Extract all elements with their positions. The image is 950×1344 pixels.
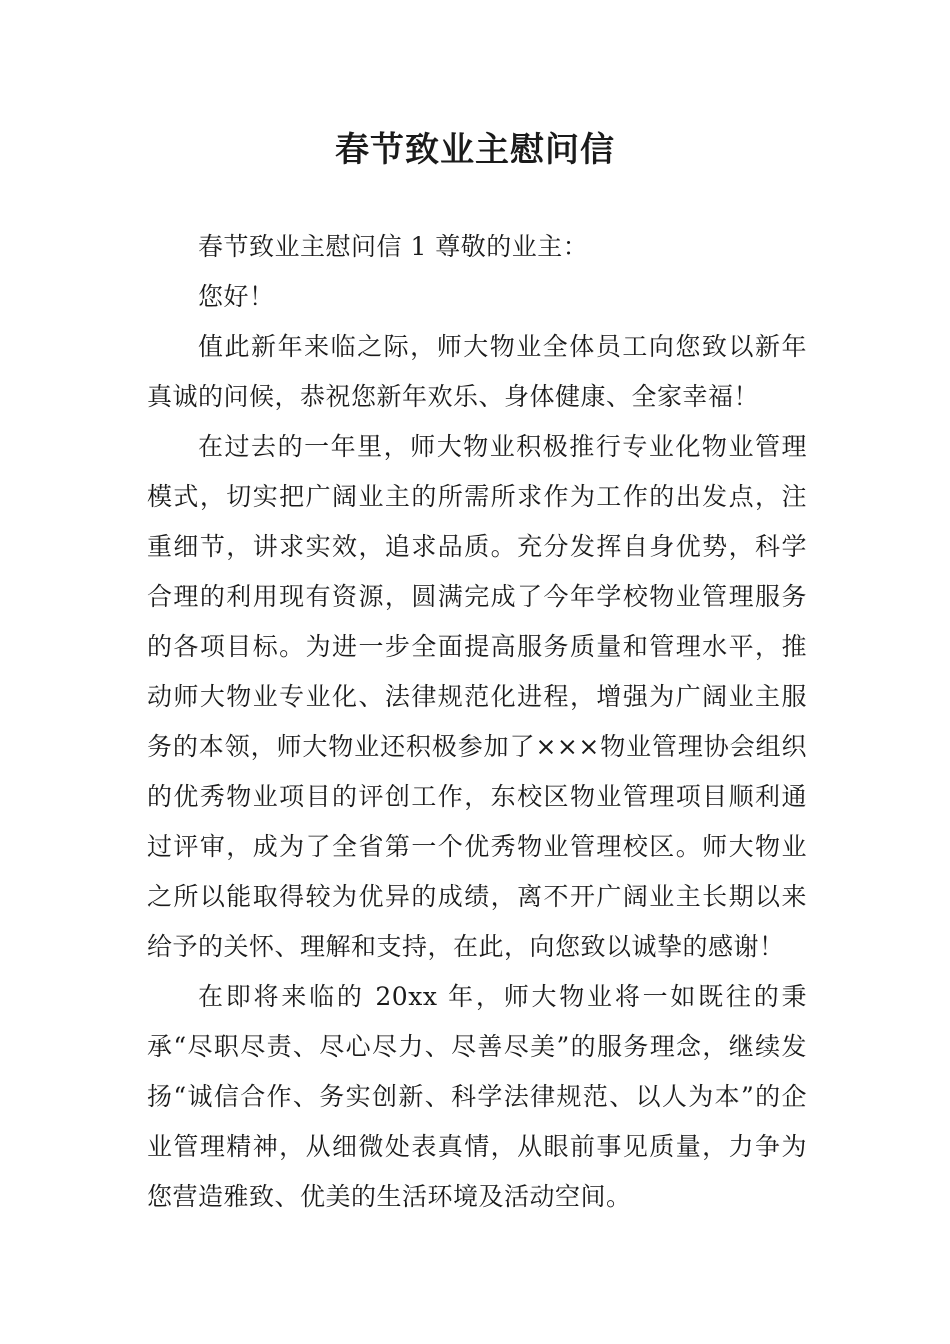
document-body bbox=[147, 222, 807, 1222]
paragraph-past-year-review: 在过去的一年里，师大物业积极推行专业化物业管理模式，切实把广阔业主的所需所求作为工作的出发点，注重细节，讲求实效，追求品质。充分发挥自身优势，科学合理的利用现有资源，圆满完成了今年学校物业管理服务的各项目标。为进一步全面提高服务质量和管理水平，推动师大物业专业化、法律规范化进程，增强为广阔业主服务的本领，师大物业还积极参加了×××物业管理协会组织的优秀物业项目的评创工作，东校区物业管理项目顺利通过评审，成为了全省第一个优秀物业管理校区。师大物业之所以能取得较为优异的成绩，离不开广阔业主长期以来给予的关怀、理解和支持，在此，向您致以诚挚的感谢！ bbox=[147, 432, 807, 961]
document-title: 春节致业主慰问信 bbox=[335, 130, 615, 170]
paragraph-greeting-line: 春节致业主慰问信 1 尊敬的业主： bbox=[198, 232, 589, 261]
paragraph-hello: 您好！ bbox=[198, 282, 275, 311]
paragraph-new-year-wishes: 值此新年来临之际，师大物业全体员工向您致以新年真诚的问候，恭祝您新年欢乐、身体健康、全家幸福！ bbox=[147, 332, 807, 411]
paragraph-coming-year-plan: 在即将来临的 20xx 年，师大物业将一如既往的秉承“尽职尽责、尽心尽力、尽善尽美”的服务理念，继续发扬“诚信合作、务实创新、科学法律规范、以人为本”的企业管理精神，从细微处表真情，从眼前事见质量，力争为您营造雅致、优美的生活环境及活动空间。 bbox=[147, 982, 807, 1211]
